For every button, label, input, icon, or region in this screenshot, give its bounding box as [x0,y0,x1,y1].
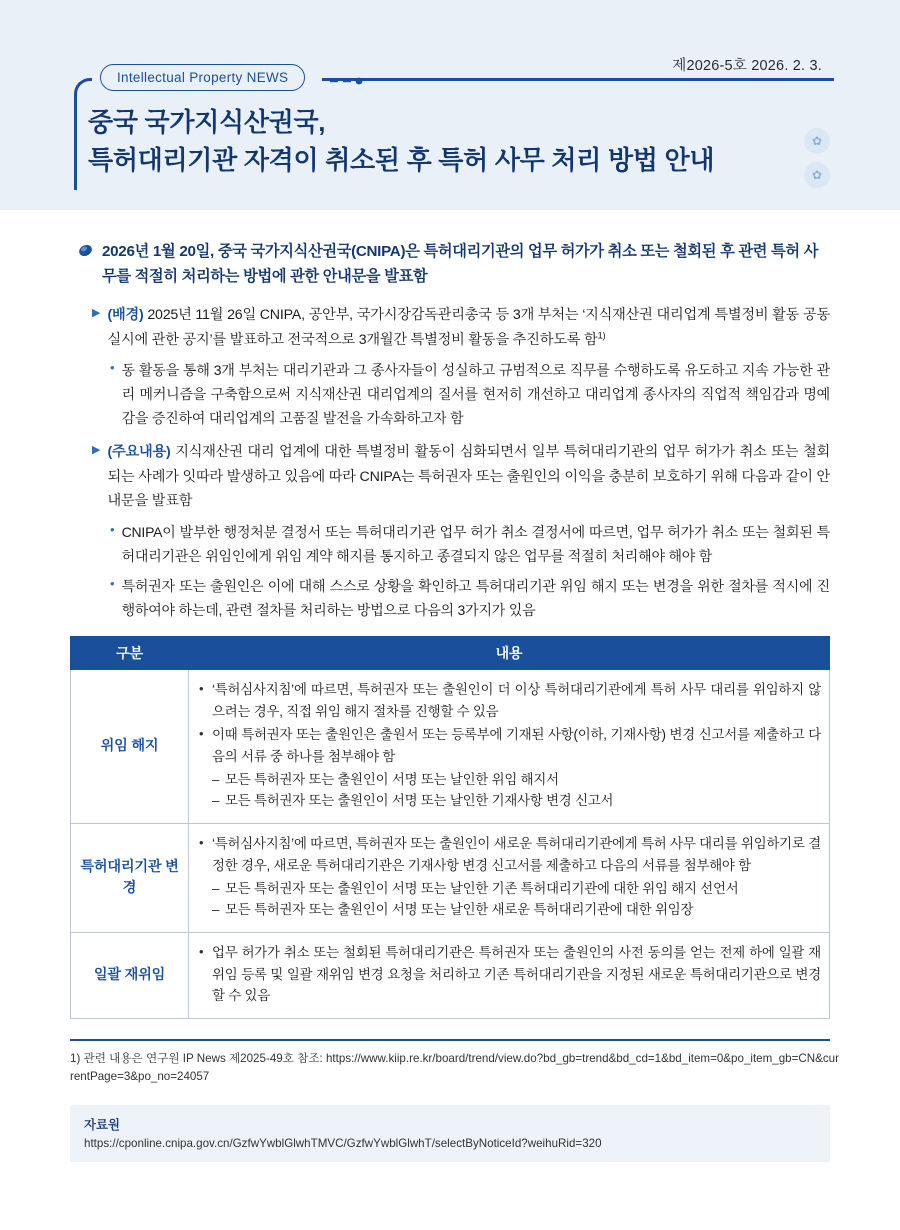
triangle-bullet-icon: ▶ [92,444,101,457]
dash-list [212,878,821,921]
table-row [71,669,830,823]
sub-bullet [110,574,830,622]
table-header-division: 구분 [71,636,189,669]
lead-paragraph [78,240,830,289]
table-cell-category: 위임 해지 [71,669,189,823]
footnote-divider [70,1039,830,1041]
table-header-content: 내용 [189,636,830,669]
table-body [71,669,830,1018]
section-main-content-text [107,440,830,513]
table-row [71,824,830,933]
table-cell-category: 일괄 재위임 [71,932,189,1018]
header-band [0,0,900,210]
list-item [197,942,821,1007]
bullet-list [197,833,821,921]
table-cell-content [189,669,830,823]
procedures-table [70,636,830,1019]
lead-text: 2026년 1월 20일, 중국 국가지식산권국(CNIPA)은 특허대리기관의 업무 허가가 취소 또는 철회된 후 관련 특허 사무를 적절히 처리하는 방법에 관한 안내문을 발표함 [102,243,819,285]
sub-bullet-text: CNIPA이 발부한 행정처분 결정서 또는 특허대리기관 업무 허가 취소 결정서에 따르면, 업무 허가가 취소 또는 철회된 특허대리기관은 위임인에게 위임 계약 해지를 통지하고 종결되지 않은 업무를 적절히 처리해야 해야 함 [121,523,830,564]
list-item-text: ‘특허심사지침’에 따르면, 특허권자 또는 출원인이 더 이상 특허대리기관에게 특허 사무 대리를 위임하지 않으려는 경우, 직접 위임 해지 절차를 진행할 수 있음 [212,681,821,719]
list-item-text: 업무 허가가 취소 또는 철회된 특허대리기관은 특허권자 또는 출원인의 사전 동의를 얻는 전제 하에 일괄 재위임 등록 및 일괄 재위임 변경 요청을 처리하고 기존 특허대리기관을 지정된 새로운 특허대리기관으로 변경할 수 있음 [212,944,821,1004]
footnote-marker: 1) [597,329,606,341]
section-body-text: 지식재산권 대리 업계에 대한 특별정비 활동이 심화되면서 일부 특허대리기관의 업무 허가가 취소 또는 철회되는 사례가 잇따라 발생하고 있음에 따라 CNIPA는 특허권자 또는 출원인의 이익을 충분히 보호하기 위해 다음과 같이 안내문을 발표함 [107,444,830,510]
table-row [71,932,830,1018]
table-head [71,636,830,669]
section-background-text [107,303,830,352]
page-title-line1: 중국 국가지식산권국, [88,107,326,137]
dash-item: – 모든 특허권자 또는 출원인이 서명 또는 날인한 새로운 특허대리기관에 대한 위임장 [212,899,821,921]
page-title-line2: 특허대리기관 자격이 취소된 후 특허 사무 처리 방법 안내 [88,144,715,175]
sub-bullet-text: 동 활동을 통해 3개 부처는 대리기관과 그 종사자들이 성실하고 규범적으로 직무를 수행하도록 유도하고 지속 가능한 관리 메커니즘을 구축함으로써 지식재산권 대리업계의 질서를 현저히 개선하고 대리업계 종사자의 직업적 책임감과 명예감을 증진하여 대리업계의 고품질 발전을 가속화하고자 함 [121,362,830,427]
source-box [70,1105,830,1162]
section-main-content [92,440,830,513]
dash-list [212,769,821,812]
news-badge: Intellectual Property NEWS [100,64,305,91]
sub-bullet [110,358,830,430]
dot-bullet-icon: • [110,575,115,591]
footnote-text: 1) 관련 내용은 연구원 IP News 제2025-49호 참조: https://www.kiip.re.kr/board/trend/view.do?bd_gb=trend&bd_cd=1&bd_item=0&po_item_gb=CN&currentPage=3&po_no=24057 [70,1051,839,1084]
dash-item: – 모든 특허권자 또는 출원인이 서명 또는 날인한 위임 해지서 [212,769,821,791]
decorative-bracket [74,78,834,190]
list-item-text: ‘특허심사지침’에 따르면, 특허권자 또는 출원인이 새로운 특허대리기관에게 특허 사무 대리를 위임하기로 결정한 경우, 새로운 특허대리기관은 기재사항 변경 신고서를 제출하고 다음의 서류를 첨부해야 함 [212,836,821,873]
section-keyword: (배경) [107,307,144,324]
bullet-list [197,679,821,812]
table-header-row [71,636,830,669]
list-item [197,679,821,722]
source-url[interactable]: https://cponline.cnipa.gov.cn/GzfwYwblGlwhTMVC/GzfwYwblGlwhT/selectByNoticeId?weihuRid=320 [84,1136,602,1150]
table-cell-content [189,824,830,933]
dash-decoration-icon [330,76,364,86]
list-item [197,833,821,921]
section-keyword: (주요내용) [107,444,171,461]
section-background [92,303,830,352]
diamond-bullet-icon [78,243,93,263]
dash-item: – 모든 특허권자 또는 출원인이 서명 또는 날인한 기존 특허대리기관에 대한 위임 해지 선언서 [212,878,821,900]
bullet-list [197,942,821,1007]
sub-bullet-text: 특허권자 또는 출원인은 이에 대해 스스로 상황을 확인하고 특허대리기관 위임 해지 또는 변경을 위한 절차를 적시에 진행하여야 하는데, 관련 절차를 처리하는 방법으로 다음의 3가지가 있음 [121,577,830,618]
list-item-text: 이때 특허권자 또는 출원인은 출원서 또는 등록부에 기재된 사항(이하, 기재사항) 변경 신고서를 제출하고 다음의 서류 중 하나를 첨부해야 함 [212,727,821,765]
source-title: 자료원 [84,1117,120,1132]
table-cell-content [189,932,830,1018]
list-item [197,724,821,812]
header-inner [0,0,900,210]
document-body [0,210,900,1162]
dot-bullet-icon: • [110,521,115,537]
table-cell-category: 특허대리기관 변경 [71,824,189,933]
sub-bullet [110,520,830,568]
dot-bullet-icon: • [110,360,115,376]
issue-number: 제2026-5호 2026. 2. 3. [672,58,822,74]
triangle-bullet-icon: ▶ [92,307,101,320]
section-body-text: 2025년 11월 26일 CNIPA, 공안부, 국가시장감독관리총국 등 3개 부처는 ‘지식재산권 대리업계 특별정비 활동 공동 실시에 관한 공지’를 발표하고 전국적으로 3개월간 특별정비 활동을 추진하도록 함 [107,307,830,348]
dash-item: – 모든 특허권자 또는 출원인이 서명 또는 날인한 기재사항 변경 신고서 [212,790,821,812]
